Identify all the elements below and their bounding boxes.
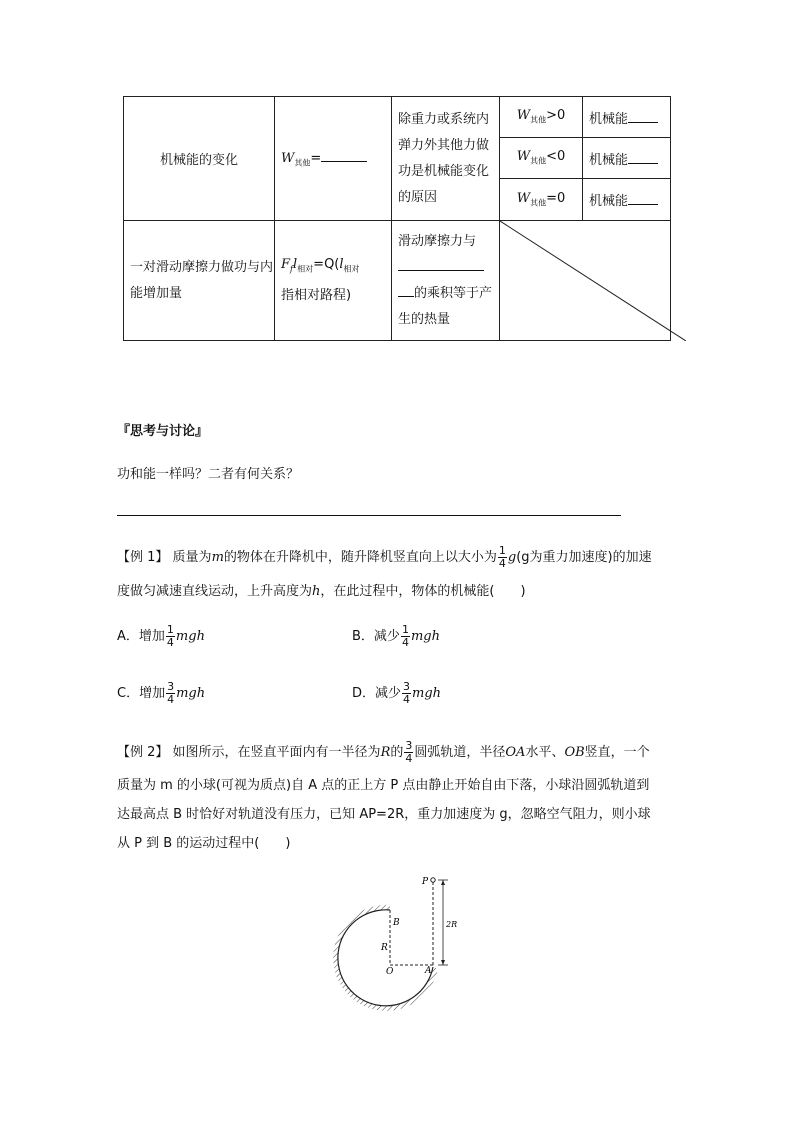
label-2r: 2R <box>446 920 458 929</box>
option-expr: mgh <box>175 629 205 644</box>
var-OB: OB <box>564 745 585 760</box>
mechanical-change-label: 机械能的变化 <box>159 153 238 168</box>
example1-line2 <box>117 578 692 606</box>
condition-text: >0 <box>546 108 566 124</box>
option-c[interactable] <box>117 681 205 706</box>
w-subscript: 其他 <box>294 158 311 168</box>
arrow-up <box>441 880 445 885</box>
answer-blank[interactable] <box>398 257 484 271</box>
table-cell-description <box>392 97 500 221</box>
w-subscript: 其他 <box>530 115 547 125</box>
result-label: 机械能 <box>589 152 629 168</box>
option-verb: 增加 <box>138 629 165 644</box>
w-symbol: W <box>516 190 531 206</box>
table-cell-friction-label <box>124 221 275 341</box>
answer-line[interactable] <box>117 515 621 516</box>
label-r: R <box>381 943 388 953</box>
w-symbol: W <box>281 151 295 167</box>
fraction-den: 4 <box>166 636 174 649</box>
text: ，在此过程中，物体的机械能( ) <box>320 584 526 599</box>
table-cell-result-2 <box>583 138 671 179</box>
energy-table <box>123 96 671 341</box>
discussion-title: 『思考与讨论』 <box>117 424 209 439</box>
option-verb: 减少 <box>373 629 400 644</box>
answer-blank[interactable] <box>628 150 658 164</box>
label-b: B <box>393 918 400 928</box>
option-verb: 减少 <box>375 686 402 701</box>
fraction <box>166 681 175 706</box>
var-R: R <box>380 745 391 760</box>
table-cell-mechanical-change <box>124 97 275 221</box>
example2-label: 【例 2】 <box>117 745 169 760</box>
example1-line1 <box>117 544 692 572</box>
var-h: h <box>312 584 321 599</box>
formula-end: 指相对路程) <box>281 287 352 303</box>
option-letter: D． <box>352 686 376 701</box>
fraction <box>166 624 175 649</box>
answer-blank[interactable] <box>398 283 414 297</box>
friction-label: 一对滑动摩擦力做功与内能增加量 <box>130 259 274 301</box>
fraction <box>401 624 410 649</box>
equals-sign: = <box>310 151 322 167</box>
example2-line2: 质量为 m 的小球(可视为质点)自 A 点的正上方 P 点由静止开始自由下落，小球沿圆弧轨道到 <box>117 778 650 793</box>
answer-blank[interactable] <box>628 191 658 205</box>
text: (g为重力加速度)的加速 <box>516 550 652 565</box>
table-cell-result-1 <box>583 97 671 138</box>
answer-blank[interactable] <box>628 109 658 123</box>
track-hatching <box>333 905 438 1011</box>
relative-subscript: 相对 <box>297 264 314 274</box>
option-expr: mgh <box>410 629 440 644</box>
fraction-num: 3 <box>405 739 413 752</box>
l-symbol: l <box>339 257 344 273</box>
w-symbol: W <box>516 108 531 124</box>
force-symbol: F <box>281 257 291 273</box>
arrow-down <box>441 960 445 965</box>
fraction-num: 1 <box>401 623 409 636</box>
text: 竖直，一个 <box>584 745 650 760</box>
label-a: A <box>425 966 432 976</box>
formula-mid: =Q( <box>313 257 340 273</box>
example1-label: 【例 1】 <box>117 550 169 565</box>
text: 的物体在升降机中，随升降机竖直向上以大小为 <box>223 550 497 565</box>
option-d[interactable] <box>352 681 441 706</box>
example2-line1 <box>117 739 692 767</box>
l-symbol: l <box>293 257 298 273</box>
example2-line3: 达最高点 B 时恰好对轨道没有压力，已知 AP=2R，重力加速度为 g，忽略空气阻力，则小球 <box>117 807 651 822</box>
fraction-num: 3 <box>403 680 411 693</box>
w-subscript: 其他 <box>530 198 547 208</box>
fraction-den: 4 <box>403 693 411 706</box>
option-a[interactable] <box>117 624 205 649</box>
result-label: 机械能 <box>589 111 629 127</box>
table-cell-condition-2 <box>500 138 583 179</box>
text: 如图所示，在竖直平面内有一半径为 <box>172 745 381 760</box>
f-subscript: f <box>290 264 293 274</box>
discussion-question: 功和能一样吗？二者有何关系？ <box>117 467 300 482</box>
text: 圆弧轨道，半径 <box>414 745 506 760</box>
option-expr: mgh <box>176 686 206 701</box>
fraction-num: 3 <box>167 680 175 693</box>
fraction-den: 4 <box>498 557 506 570</box>
fraction-num: 1 <box>498 544 506 557</box>
table-cell-result-3 <box>583 179 671 221</box>
fraction <box>402 681 411 706</box>
var-m: m <box>211 550 224 565</box>
example2-line4: 从 P 到 B 的运动过程中( ) <box>117 836 291 851</box>
label-o: O <box>386 967 394 977</box>
option-verb: 增加 <box>139 686 166 701</box>
table-cell-friction-desc <box>392 221 500 341</box>
friction-desc-top: 滑动摩擦力与 <box>398 233 477 249</box>
text: 水平、 <box>525 745 565 760</box>
option-expr: mgh <box>412 686 442 701</box>
var-g: g <box>507 550 517 565</box>
arc-track-figure <box>330 870 470 1015</box>
result-label: 机械能 <box>589 194 629 209</box>
option-letter: A． <box>117 629 139 644</box>
fraction-den: 4 <box>405 752 413 765</box>
fraction-den: 4 <box>401 636 409 649</box>
table-cell-condition-3 <box>500 179 583 221</box>
option-letter: B． <box>352 629 374 644</box>
option-letter: C． <box>117 686 140 701</box>
option-b[interactable] <box>352 624 440 649</box>
table-cell-friction-formula <box>275 221 392 341</box>
text: 的 <box>390 745 404 760</box>
text: 度做匀减速直线运动，上升高度为 <box>117 584 313 599</box>
condition-text: =0 <box>546 190 566 206</box>
diagonal-line <box>500 221 686 341</box>
answer-blank[interactable] <box>321 148 367 162</box>
var-OA: OA <box>505 745 526 760</box>
w-subscript: 其他 <box>530 156 547 166</box>
fraction-den: 4 <box>167 693 175 706</box>
table-cell-work-formula <box>275 97 392 221</box>
table-cell-condition-1 <box>500 97 583 138</box>
mechanical-description: 除重力或系统内弹力外其他力做功是机械能变化的原因 <box>398 111 490 205</box>
table-cell-empty-diagonal <box>500 221 671 341</box>
fraction <box>404 740 413 765</box>
arc-track <box>338 910 433 1006</box>
fraction <box>498 545 507 570</box>
ball-p <box>431 878 435 882</box>
friction-desc-mid: 的乘积等于产生的热量 <box>398 285 493 327</box>
relative-subscript: 相对 <box>343 264 360 274</box>
condition-text: <0 <box>546 149 566 165</box>
text: 质量为 <box>172 550 212 565</box>
w-symbol: W <box>516 149 531 165</box>
label-p: P <box>422 877 429 887</box>
fraction-num: 1 <box>166 623 174 636</box>
